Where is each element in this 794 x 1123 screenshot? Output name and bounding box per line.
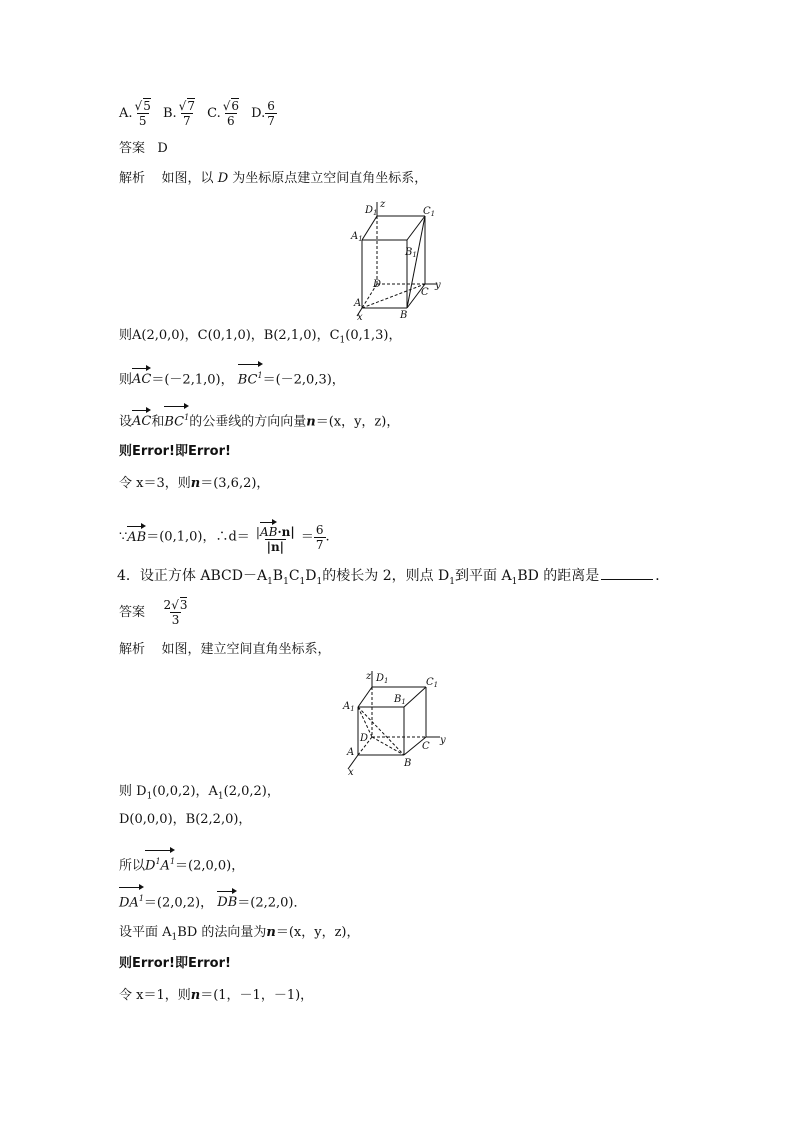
- q4-cube-figure: [338, 665, 450, 777]
- svg-text:y: y: [435, 280, 441, 291]
- svg-text:D1: $D_1$: [376, 673, 389, 685]
- svg-text:z: z: [366, 671, 372, 682]
- q4-analysis-intro: 解析 如图，建立空间直角坐标系，: [119, 642, 331, 657]
- q4-vector-d1a1: 所以$D^1A^1=(2,0,0)$，: [119, 848, 244, 875]
- q3-coords: 则A(2,0,0)，C(0,1,0)，B(2,1,0)，$C_1(0,1,3)$，: [119, 328, 402, 346]
- svg-text:D: D: [373, 279, 382, 290]
- q4-coords-2: D(0,0,0)，B(2,2,0)，: [119, 812, 252, 827]
- svg-text:D: D: [360, 733, 369, 744]
- q3-distance: ∵AB＝(0,1,0)，∴d＝ $\frac{|AB\cdot n|}{|n|}$ ＝ $\frac{6}{7}$ .: [119, 520, 330, 554]
- svg-text:C1: $C_1$: [423, 206, 436, 218]
- q3-error-line: 则Error!即Error!: [119, 444, 231, 459]
- svg-text:B1: $B_1$: [405, 247, 417, 259]
- svg-text:A: A: [354, 298, 362, 309]
- svg-text:z: z: [380, 199, 386, 210]
- q4-coords-1: 则 $D_1(0,0,2)$，$A_1(2,0,2)$，: [119, 784, 280, 802]
- answer-blank[interactable]: [601, 579, 653, 580]
- svg-text:C: C: [421, 287, 429, 298]
- q3-analysis-intro: 解析 如图，以 D 为坐标原点建立空间直角坐标系，: [119, 171, 428, 186]
- q4-let-line: 令 x＝1，则n＝(1，－1，－1)，: [119, 988, 314, 1003]
- svg-text:y: y: [440, 735, 446, 746]
- option-c[interactable]: C. $\frac{√6}{6}$: [207, 99, 240, 128]
- svg-text:B: B: [404, 758, 412, 769]
- svg-text:C: C: [422, 741, 430, 752]
- svg-text:A1: $A_1$: [351, 231, 363, 243]
- option-b[interactable]: B. $\frac{√7}{7}$: [162, 99, 195, 128]
- svg-text:A1: $A_1$: [343, 701, 355, 713]
- svg-text:x: x: [348, 767, 354, 777]
- svg-text:x: x: [357, 312, 363, 323]
- q3-box-figure: [345, 198, 445, 324]
- svg-text:D1: $D_1$: [365, 205, 378, 217]
- q4-stem: 4．设正方体 $ABCD-A_1B_1C_1D_1$的棱长为 2，则点 $D_1$到平面 $A_1BD$ 的距离是 ．: [117, 568, 670, 587]
- q3-answer: 答案 D: [119, 141, 168, 156]
- q4-answer: 答案 $\frac{2√3}{3}$: [119, 598, 188, 627]
- q3-let-line: 令 x＝3，则n＝(3,6,2)，: [119, 476, 270, 491]
- q3-normal-setup: 设AC和$BC^1$的公垂线的方向向量n＝(x，y，z)，: [119, 404, 399, 431]
- q3-options: [119, 99, 277, 128]
- svg-text:B1: $B_1$: [394, 694, 406, 706]
- svg-text:B: B: [400, 310, 408, 321]
- option-d[interactable]: D. $\frac{6}{7}$: [251, 99, 275, 128]
- svg-text:C1: $C_1$: [426, 677, 439, 689]
- q4-vector-da1-db: $DA^1=(2,0,2)$， DB＝(2,2,0)．: [119, 885, 307, 912]
- q4-normal-setup: 设平面 $A_1BD$ 的法向量为n＝(x，y，z)，: [119, 925, 360, 943]
- svg-text:A: A: [347, 747, 355, 758]
- q4-error-line: 则Error!即Error!: [119, 956, 231, 971]
- option-a[interactable]: A. $\frac{√5}{5}$: [119, 99, 151, 128]
- q3-vectors: 则AC＝(－2,1,0)， $BC^1=(-2,0,3)$，: [119, 362, 345, 389]
